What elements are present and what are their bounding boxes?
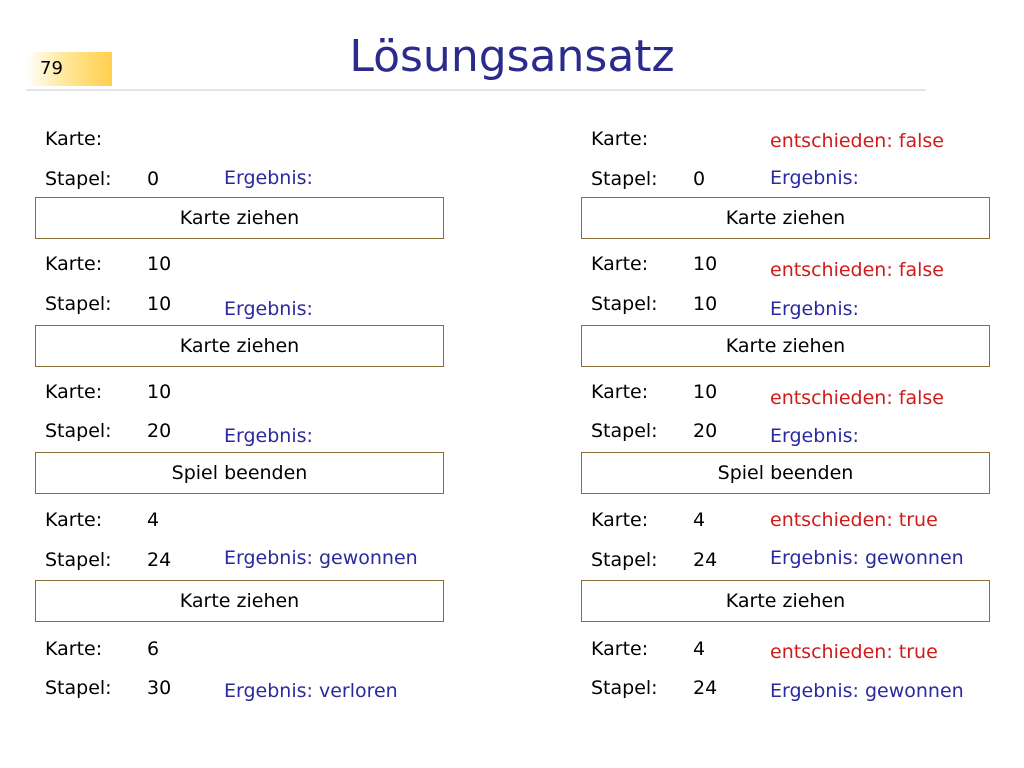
entschieden-text: entschieden: false (770, 387, 944, 409)
karte-value: 4 (147, 509, 160, 531)
stapel-label: Stapel: (45, 549, 112, 571)
karte-value: 10 (693, 381, 718, 403)
karte-label: Karte: (45, 509, 103, 531)
ergebnis-text: Ergebnis: (224, 298, 313, 320)
title-underline (26, 89, 926, 91)
karte-value: 10 (147, 253, 172, 275)
stapel-value: 10 (693, 293, 718, 315)
spiel-beenden-button[interactable]: Spiel beenden (581, 452, 990, 494)
stapel-label: Stapel: (45, 420, 112, 442)
stapel-label: Stapel: (591, 549, 658, 571)
stapel-value: 24 (147, 549, 172, 571)
page-title: Lösungsansatz (349, 31, 675, 82)
karte-value: 10 (147, 381, 172, 403)
stapel-value: 20 (693, 420, 718, 442)
karte-label: Karte: (45, 253, 103, 275)
stapel-value: 20 (147, 420, 172, 442)
ergebnis-text: Ergebnis: (770, 298, 859, 320)
karte-label: Karte: (591, 509, 649, 531)
karte-label: Karte: (45, 638, 103, 660)
stapel-label: Stapel: (591, 420, 658, 442)
karte-value: 4 (693, 509, 706, 531)
stapel-label: Stapel: (591, 293, 658, 315)
ergebnis-text: Ergebnis: (770, 167, 859, 189)
karte-label: Karte: (45, 381, 103, 403)
stapel-value: 30 (147, 677, 172, 699)
karte-label: Karte: (591, 638, 649, 660)
karte-ziehen-button[interactable]: Karte ziehen (581, 325, 990, 367)
stapel-label: Stapel: (45, 168, 112, 190)
stapel-value: 24 (693, 677, 718, 699)
stapel-label: Stapel: (45, 677, 112, 699)
spiel-beenden-button[interactable]: Spiel beenden (35, 452, 444, 494)
ergebnis-text: Ergebnis: gewonnen (770, 680, 964, 702)
karte-label: Karte: (591, 128, 649, 150)
karte-label: Karte: (45, 128, 103, 150)
karte-ziehen-button[interactable]: Karte ziehen (35, 197, 444, 239)
ergebnis-text: Ergebnis: (224, 425, 313, 447)
stapel-label: Stapel: (591, 677, 658, 699)
karte-ziehen-button[interactable]: Karte ziehen (35, 580, 444, 622)
entschieden-text: entschieden: false (770, 130, 944, 152)
karte-ziehen-button[interactable]: Karte ziehen (581, 197, 990, 239)
karte-value: 6 (147, 638, 160, 660)
ergebnis-text: Ergebnis: (770, 425, 859, 447)
karte-label: Karte: (591, 381, 649, 403)
ergebnis-text: Ergebnis: gewonnen (224, 547, 418, 569)
slide-number: 79 (26, 52, 112, 86)
karte-ziehen-button[interactable]: Karte ziehen (581, 580, 990, 622)
karte-ziehen-button[interactable]: Karte ziehen (35, 325, 444, 367)
ergebnis-text: Ergebnis: gewonnen (770, 547, 964, 569)
entschieden-text: entschieden: true (770, 509, 938, 531)
stapel-label: Stapel: (45, 293, 112, 315)
karte-value: 10 (693, 253, 718, 275)
stapel-value: 0 (693, 168, 706, 190)
stapel-value: 0 (147, 168, 160, 190)
stapel-label: Stapel: (591, 168, 658, 190)
entschieden-text: entschieden: false (770, 259, 944, 281)
ergebnis-text: Ergebnis: (224, 167, 313, 189)
entschieden-text: entschieden: true (770, 641, 938, 663)
karte-label: Karte: (591, 253, 649, 275)
ergebnis-text: Ergebnis: verloren (224, 680, 398, 702)
stapel-value: 24 (693, 549, 718, 571)
stapel-value: 10 (147, 293, 172, 315)
karte-value: 4 (693, 638, 706, 660)
